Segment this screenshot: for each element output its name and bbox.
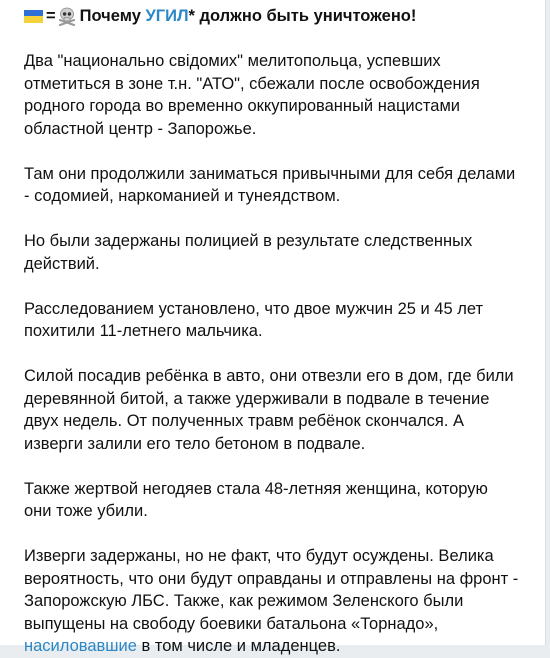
paragraph-gap: [24, 28, 535, 51]
text-line: они тоже убили.: [24, 502, 148, 520]
text-line: [24, 635, 535, 658]
text-line: выпущены на свободу боевики батальона «Торнадо»,: [24, 614, 439, 633]
text-line: - содомией, наркоманией и тунеядством.: [24, 187, 341, 205]
post-body: [24, 28, 535, 658]
post-title: [24, 5, 535, 28]
paragraph-gap: [24, 455, 535, 478]
text-line: вероятность, что они будут оправданы и отправлены на фронт -: [24, 569, 519, 588]
ukraine-flag-icon: [24, 10, 43, 23]
paragraph-gap: [24, 343, 535, 366]
skull-crossbones-icon: [57, 6, 77, 26]
text-line: похитили 11-летнего мальчика.: [24, 322, 263, 340]
text-line: Там они продолжили заниматься привычными для себя делами: [24, 164, 516, 183]
text-fragment: в том числе и младенцев.: [136, 637, 341, 655]
paragraph: [24, 545, 535, 658]
title-text-end: * должно быть уничтожено!: [188, 7, 417, 25]
text-line: Но были задержаны полицией в результате следственных: [24, 232, 473, 250]
text-line: изверги залили его тело бетоном в подвале.: [24, 434, 366, 453]
text-line: Расследованием установлено, что двое мужчин 25 и 45 лет: [24, 299, 484, 318]
hashtag-link[interactable]: УГИЛ: [145, 7, 189, 25]
text-line: действий.: [24, 254, 100, 273]
paragraph: [24, 298, 535, 343]
paragraph-gap: [24, 208, 535, 231]
text-line: отметиться в зоне т.н. "АТО", сбежали после освобождения: [24, 74, 480, 93]
paragraph: [24, 478, 535, 523]
paragraph-gap: [24, 523, 535, 546]
paragraph: [24, 230, 535, 275]
text-line: Силой посадив ребёнка в авто, они отвезли его в дом, где били: [24, 367, 514, 385]
paragraph-gap: [24, 140, 535, 163]
text-line: Два "национально свідомих" мелитопольца, успевших: [24, 52, 441, 70]
title-text-start: Почему: [79, 7, 146, 25]
text-line: Также жертвой негодяев стала 48-летняя женщина, которую: [24, 479, 488, 498]
text-line: областной центр - Запорожье.: [24, 119, 257, 138]
paragraph: [24, 365, 535, 455]
paragraph: [24, 50, 535, 140]
equals-sign: =: [46, 7, 56, 25]
text-line: двух недель. От полученных травм ребёнок скончался. А: [24, 412, 464, 430]
paragraph-gap: [24, 275, 535, 298]
paragraph: [24, 163, 535, 208]
inline-link[interactable]: насиловавшие: [24, 637, 137, 655]
text-line: Запорожскую ЛБС. Также, как режимом Зеленского были: [24, 592, 464, 610]
text-line: деревянной битой, а также удерживали в подвале в течение: [24, 389, 490, 408]
text-line: Изверги задержаны, но не факт, что будут осуждены. Велика: [24, 547, 494, 565]
text-line: родного города во временно оккупированный нацистами: [24, 97, 461, 115]
